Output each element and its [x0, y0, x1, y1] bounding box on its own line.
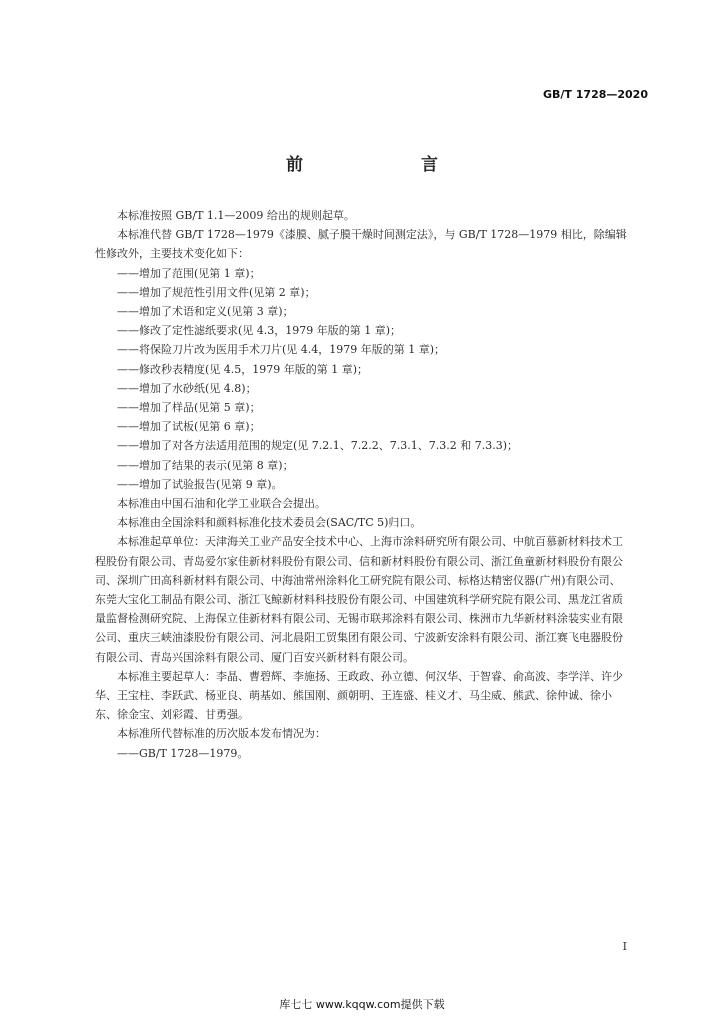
change-item: ——增加了结果的表示(见第 8 章)； — [117, 458, 294, 472]
change-item: ——修改了定性滤纸要求(见 4.3，1979 年版的第 1 章)； — [117, 324, 402, 338]
paragraph-proposal: 本标准由中国石油和化学工业联合会提出。 — [117, 497, 326, 511]
paragraph-history-intro: 本标准所代替标准的历次版本发布情况为： — [117, 727, 326, 741]
change-item: ——增加了对各方法适用范围的规定(见 7.2.1、7.2.2、7.3.1、7.3.2 和 7.3.3)； — [117, 439, 519, 453]
paragraph-centralized: 本标准由全国涂料和颜料标准化技术委员会(SAC/TC 5)归口。 — [117, 516, 422, 530]
paragraph-replacement: 本标准代替 GB/T 1728—1979《漆膜、腻子膜干燥时间测定法》，与 GB/T 1728—1979 相比，除编辑性修改外，主要技术变化如下： — [95, 228, 627, 261]
change-item: ——修改秒表精度(见 4.5，1979 年版的第 1 章)； — [117, 362, 369, 376]
change-item: ——增加了规范性引用文件(见第 2 章)； — [117, 285, 316, 299]
paragraph-drafting-rules: 本标准按照 GB/T 1.1—2009 给出的规则起草。 — [117, 209, 355, 222]
page-title: 前 言 — [286, 155, 466, 175]
standard-code: GB/T 1728—2020 — [543, 88, 648, 101]
footer-download-note: 库七七 www.kqqw.com提供下载 — [279, 998, 445, 1011]
change-item: ——增加了试验报告(见第 9 章)。 — [117, 477, 283, 491]
change-item: ——增加了水砂纸(见 4.8)； — [117, 381, 257, 395]
page-number: I — [622, 940, 627, 953]
change-item: ——增加了样品(见第 5 章)； — [117, 401, 261, 415]
change-item: ——增加了试板(见第 6 章)； — [117, 420, 261, 434]
change-item: ——增加了范围(见第 1 章)； — [117, 266, 261, 280]
change-item: ——增加了术语和定义(见第 3 章)； — [117, 305, 294, 319]
paragraph-drafting-units: 本标准起草单位：天津海关工业产品安全技术中心、上海市涂料研究所有限公司、中航百慕新材料技术工程股份有限公司、青岛爱尔家佳新材料股份有限公司、信和新材料股份有限公司、浙江鱼童新材料股份有限公司、深圳广田高科新材料有限公司、中海油常州涂料化工研究院有限公司、标格达精密仪器(广州)有限公司、东莞大宝化工制品有限公司、浙江飞鲸新材料科技股份有限公司、中国建筑科学研究院有限公司、黑龙江省质量监督检测研究院、上海保立佳新材料有限公司、无锡市联邦涂料有限公司、株洲市九华新材料涂装实业有限公司、重庆三峡油漆股份有限公司、河北晨阳工贸集团有限公司、宁波新安涂料有限公司、浙江赛飞电器股份有限公司、青岛兴国涂料有限公司、厦门百安兴新材料有限公司。 — [95, 535, 623, 664]
paragraph-drafters: 本标准主要起草人：李晶、曹碧辉、李施扬、王政政、孙立德、何汉华、于智睿、俞高波、李学洋、许少华、王宝柱、李跃武、杨亚良、萌基如、熊国刚、颜朝明、王连盛、桂义才、马尘威、熊武、徐仲诚、徐小东、徐金宝、刘彩霞、甘勇强。 — [95, 669, 623, 722]
history-item: ——GB/T 1728—1979。 — [117, 746, 249, 760]
foreword-body — [95, 206, 629, 763]
change-item: ——将保险刀片改为医用手术刀片(见 4.4，1979 年版的第 1 章)； — [117, 343, 446, 357]
